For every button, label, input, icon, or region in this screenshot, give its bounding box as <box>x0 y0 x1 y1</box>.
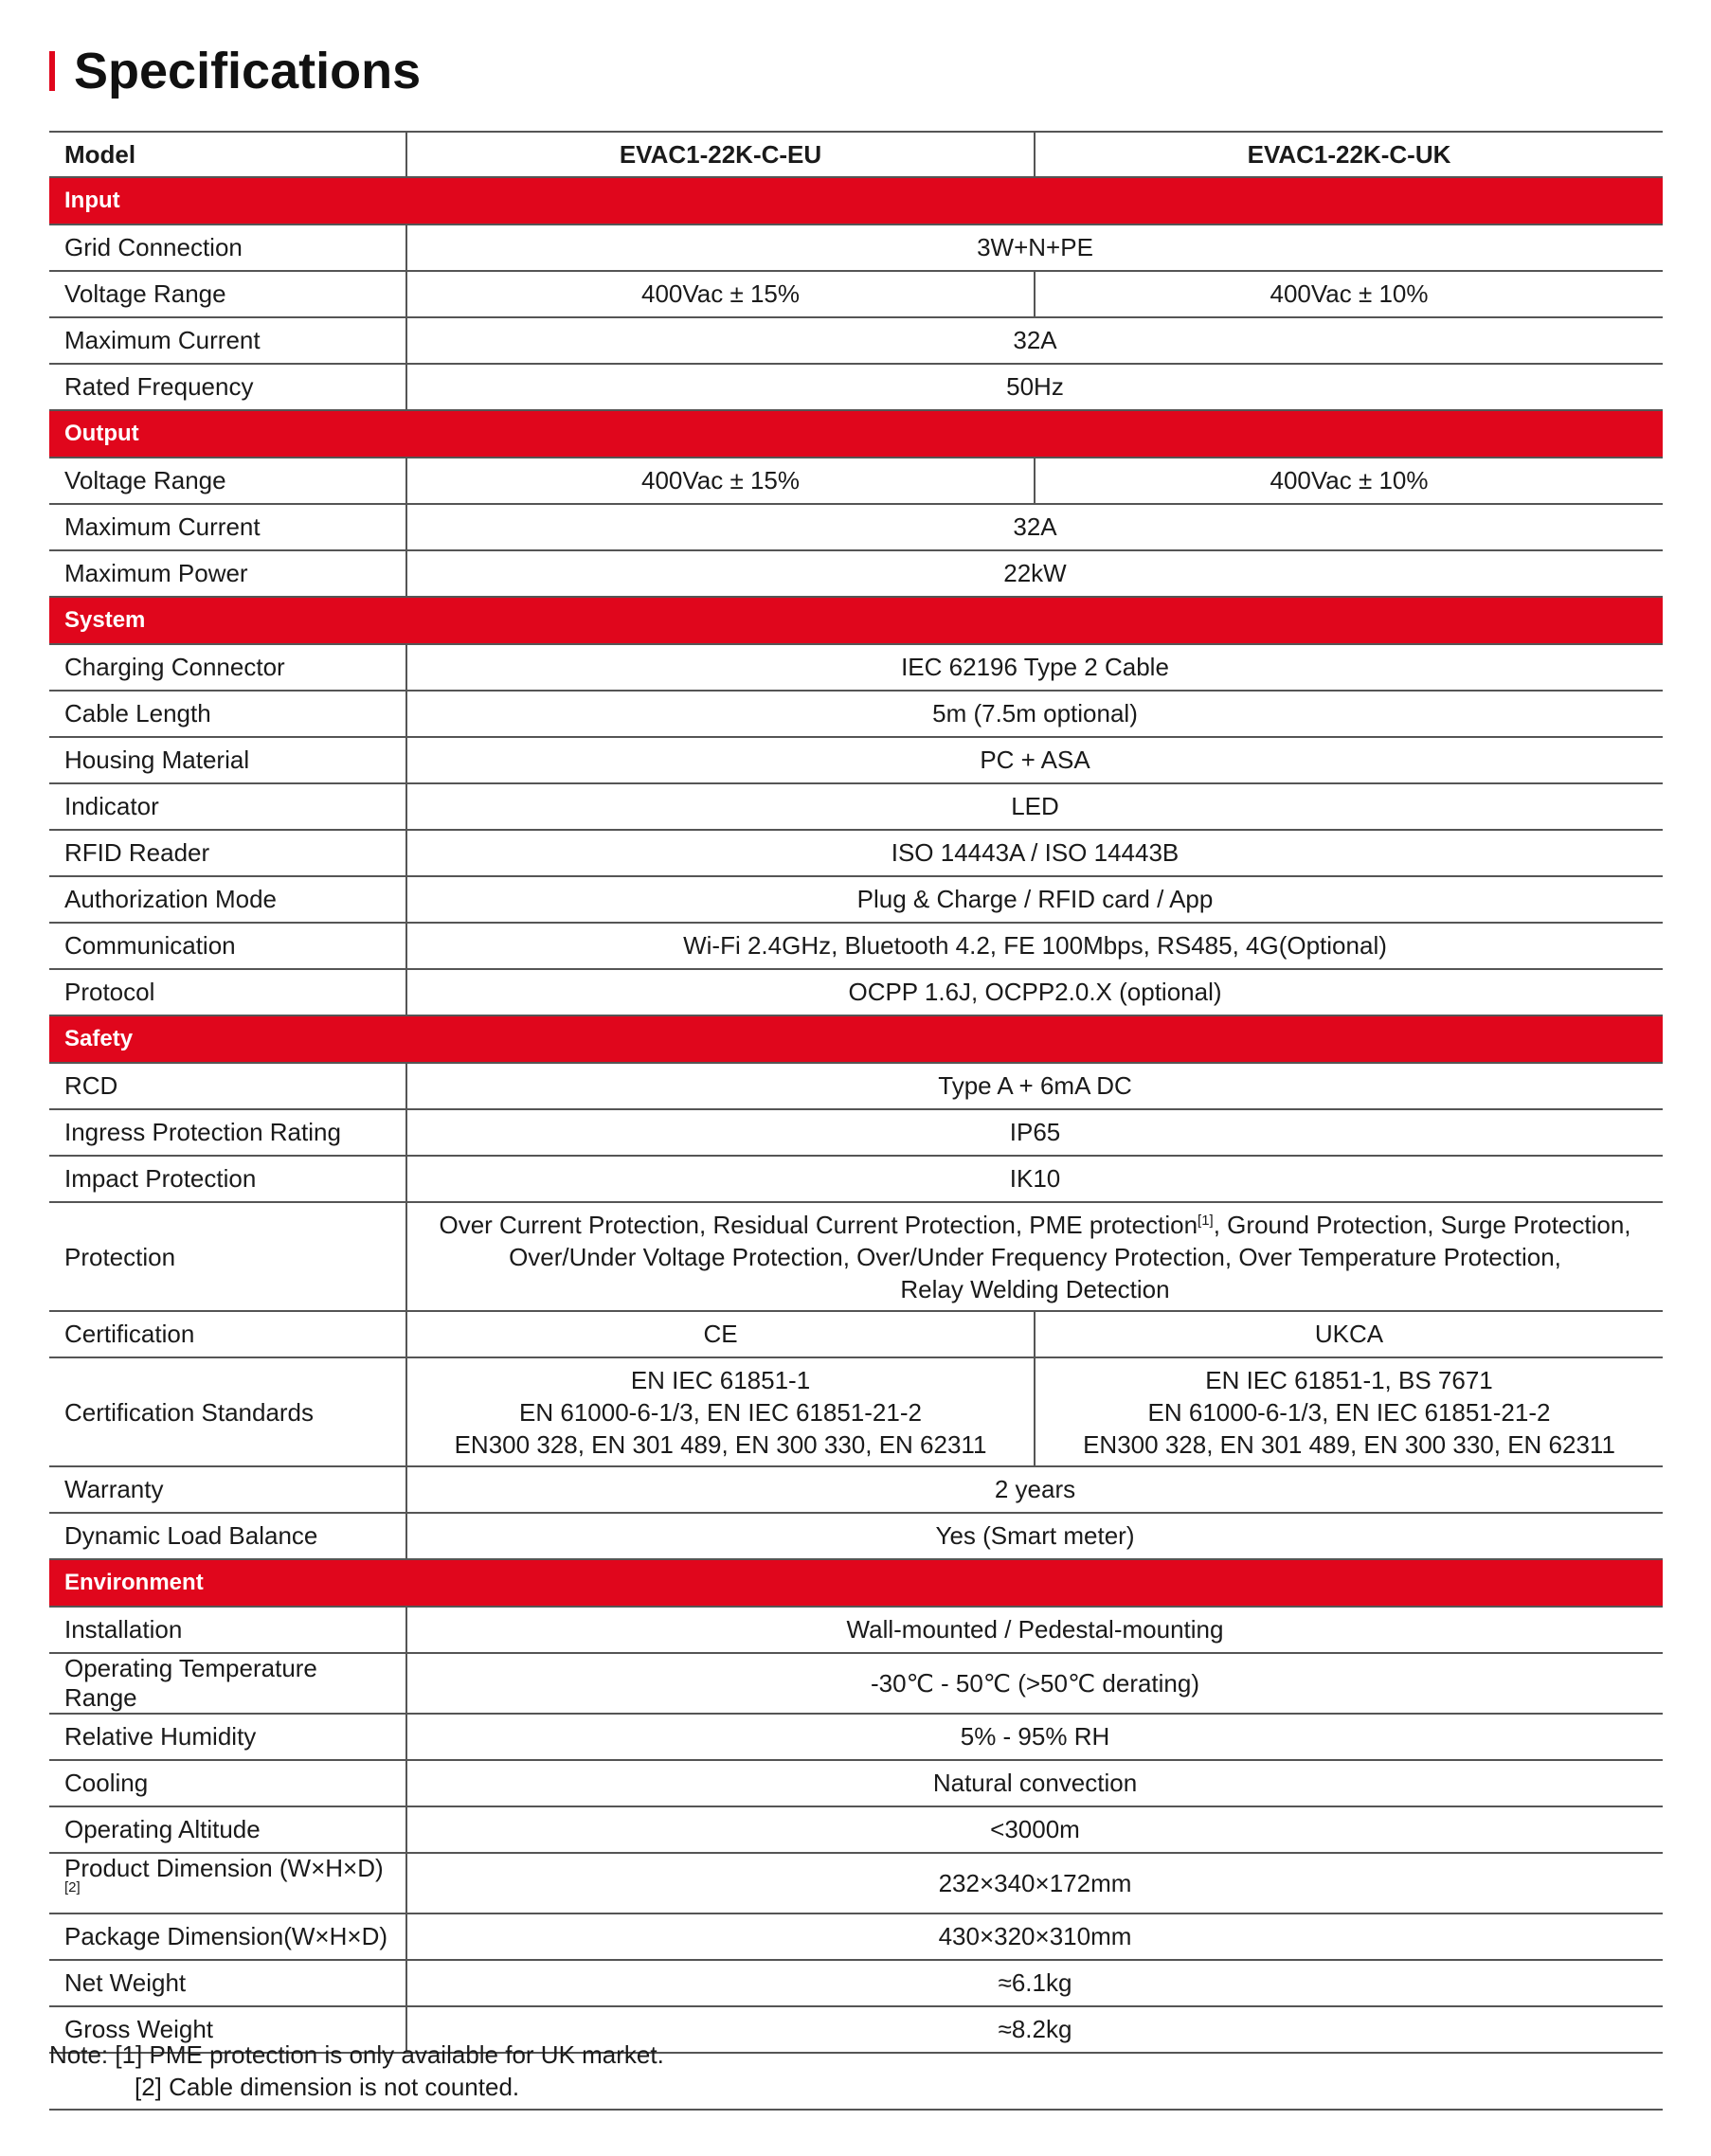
specifications-table <box>49 131 1663 2054</box>
row-value-eu: CE <box>406 1311 1035 1357</box>
row-value: 50Hz <box>406 364 1663 410</box>
table-row <box>49 1357 1663 1466</box>
row-label: Net Weight <box>49 1960 406 2006</box>
section-output-label: Output <box>49 410 1663 458</box>
row-label: Voltage Range <box>49 271 406 317</box>
footnote-1: Note: [1] PME protection is only available for UK market. <box>49 2040 664 2069</box>
table-row <box>49 1202 1663 1311</box>
row-value: OCPP 1.6J, OCPP2.0.X (optional) <box>406 969 1663 1015</box>
cert-standard-line: EN 61000-6-1/3, EN IEC 61851-21-2 <box>1147 1397 1551 1427</box>
row-value: ≈6.1kg <box>406 1960 1663 2006</box>
table-row <box>49 1913 1663 1960</box>
row-value: 5% - 95% RH <box>406 1714 1663 1760</box>
table-row <box>49 1109 1663 1156</box>
row-label: Installation <box>49 1607 406 1653</box>
row-value: Natural convection <box>406 1760 1663 1806</box>
row-value-protection <box>406 1202 1663 1311</box>
table-row <box>49 225 1663 271</box>
row-label: Warranty <box>49 1466 406 1513</box>
row-value: Yes (Smart meter) <box>406 1513 1663 1559</box>
table-row <box>49 458 1663 504</box>
row-label-product-dimension <box>49 1853 406 1913</box>
row-value-eu <box>406 1357 1035 1466</box>
row-label: Charging Connector <box>49 644 406 691</box>
row-value: -30℃ - 50℃ (>50℃ derating) <box>406 1653 1663 1714</box>
table-row <box>49 1156 1663 1202</box>
row-label: Maximum Current <box>49 504 406 550</box>
table-row <box>49 1806 1663 1853</box>
row-value-uk: 400Vac ± 10% <box>1035 458 1663 504</box>
row-value: 32A <box>406 504 1663 550</box>
row-label: Ingress Protection Rating <box>49 1109 406 1156</box>
row-label: Housing Material <box>49 737 406 783</box>
table-row <box>49 550 1663 597</box>
row-label: Package Dimension(W×H×D) <box>49 1913 406 1960</box>
row-label: Protection <box>49 1202 406 1311</box>
table-row <box>49 1653 1663 1714</box>
cert-standard-line: EN300 328, EN 301 489, EN 300 330, EN 62311 <box>454 1429 987 1459</box>
section-output <box>49 410 1663 458</box>
row-value: <3000m <box>406 1806 1663 1853</box>
table-row <box>49 691 1663 737</box>
row-label: Relative Humidity <box>49 1714 406 1760</box>
row-label: Cable Length <box>49 691 406 737</box>
row-value: IEC 62196 Type 2 Cable <box>406 644 1663 691</box>
footnote-2: [2] Cable dimension is not counted. <box>135 2073 520 2101</box>
section-input <box>49 177 1663 225</box>
cert-standard-line: EN IEC 61851-1 <box>630 1365 811 1394</box>
table-row <box>49 1760 1663 1806</box>
table-row <box>49 1466 1663 1513</box>
row-value-uk: 400Vac ± 10% <box>1035 271 1663 317</box>
table-row <box>49 783 1663 830</box>
row-label: Certification Standards <box>49 1357 406 1466</box>
row-value: Wi-Fi 2.4GHz, Bluetooth 4.2, FE 100Mbps, RS485, 4G(Optional) <box>406 923 1663 969</box>
row-label: Maximum Current <box>49 317 406 364</box>
cert-standard-line: EN 61000-6-1/3, EN IEC 61851-21-2 <box>519 1397 922 1427</box>
footnotes <box>49 2039 1663 2103</box>
row-label: Product Dimension (W×H×D) <box>64 1854 384 1882</box>
row-value-uk: UKCA <box>1035 1311 1663 1357</box>
header-model-eu: EVAC1-22K-C-EU <box>406 132 1035 177</box>
page-title: Specifications <box>74 43 422 99</box>
row-value: 3W+N+PE <box>406 225 1663 271</box>
row-value: 430×320×310mm <box>406 1913 1663 1960</box>
table-row <box>49 504 1663 550</box>
section-input-label: Input <box>49 177 1663 225</box>
table-row <box>49 1714 1663 1760</box>
row-label: Voltage Range <box>49 458 406 504</box>
table-row <box>49 1853 1663 1913</box>
cert-standard-line: EN300 328, EN 301 489, EN 300 330, EN 62311 <box>1083 1429 1615 1459</box>
cert-standard-line: EN IEC 61851-1, BS 7671 <box>1205 1365 1493 1394</box>
table-row <box>49 644 1663 691</box>
table-row <box>49 1607 1663 1653</box>
row-label: Certification <box>49 1311 406 1357</box>
table-row <box>49 364 1663 410</box>
bottom-divider <box>49 2109 1663 2111</box>
row-label: Rated Frequency <box>49 364 406 410</box>
row-label: Grid Connection <box>49 225 406 271</box>
header-model-label: Model <box>49 132 406 177</box>
row-value: 5m (7.5m optional) <box>406 691 1663 737</box>
page-title-block <box>49 38 421 104</box>
row-value: IK10 <box>406 1156 1663 1202</box>
table-row <box>49 1513 1663 1559</box>
protection-text-a: Over Current Protection, Residual Current Protection, PME protection <box>439 1210 1198 1239</box>
row-value: LED <box>406 783 1663 830</box>
row-value: Type A + 6mA DC <box>406 1063 1663 1109</box>
table-row <box>49 923 1663 969</box>
row-value: 22kW <box>406 550 1663 597</box>
row-label: Gross Weight <box>49 2006 406 2053</box>
row-label: Indicator <box>49 783 406 830</box>
protection-text-b: , Ground Protection, Surge Protection, <box>1213 1210 1631 1239</box>
section-system <box>49 597 1663 644</box>
row-label: Authorization Mode <box>49 876 406 923</box>
row-value: Wall-mounted / Pedestal-mounting <box>406 1607 1663 1653</box>
row-value-eu: 400Vac ± 15% <box>406 458 1035 504</box>
table-row <box>49 271 1663 317</box>
header-model-uk: EVAC1-22K-C-UK <box>1035 132 1663 177</box>
section-safety <box>49 1015 1663 1063</box>
row-value: PC + ASA <box>406 737 1663 783</box>
row-label: Operating Altitude <box>49 1806 406 1853</box>
section-system-label: System <box>49 597 1663 644</box>
footnote-ref-1: [1] <box>1198 1212 1214 1229</box>
row-value: Plug & Charge / RFID card / App <box>406 876 1663 923</box>
protection-line-1 <box>423 1209 1648 1241</box>
table-row <box>49 969 1663 1015</box>
table-header-row <box>49 132 1663 177</box>
section-environment-label: Environment <box>49 1559 1663 1607</box>
table-row <box>49 1311 1663 1357</box>
table-row <box>49 830 1663 876</box>
row-label: RFID Reader <box>49 830 406 876</box>
row-value-uk <box>1035 1357 1663 1466</box>
protection-line-3: Relay Welding Detection <box>900 1274 1170 1303</box>
row-label: Communication <box>49 923 406 969</box>
table-row <box>49 1063 1663 1109</box>
section-safety-label: Safety <box>49 1015 1663 1063</box>
table-row <box>49 317 1663 364</box>
footnote-ref-2: [2] <box>64 1879 81 1895</box>
row-label: Dynamic Load Balance <box>49 1513 406 1559</box>
row-value: 2 years <box>406 1466 1663 1513</box>
row-label: Protocol <box>49 969 406 1015</box>
row-label: Operating Temperature Range <box>49 1653 406 1714</box>
row-label: Impact Protection <box>49 1156 406 1202</box>
row-label: Cooling <box>49 1760 406 1806</box>
title-accent-bar <box>49 51 55 91</box>
row-value-eu: 400Vac ± 15% <box>406 271 1035 317</box>
row-value: 232×340×172mm <box>406 1853 1663 1913</box>
row-label: Maximum Power <box>49 550 406 597</box>
table-row <box>49 737 1663 783</box>
table-row <box>49 1960 1663 2006</box>
row-value: ISO 14443A / ISO 14443B <box>406 830 1663 876</box>
row-value: IP65 <box>406 1109 1663 1156</box>
row-label: RCD <box>49 1063 406 1109</box>
row-value: ≈8.2kg <box>406 2006 1663 2053</box>
row-value: 32A <box>406 317 1663 364</box>
section-environment <box>49 1559 1663 1607</box>
table-row <box>49 876 1663 923</box>
protection-line-2: Over/Under Voltage Protection, Over/Under Frequency Protection, Over Temperature Protection, <box>509 1242 1561 1271</box>
